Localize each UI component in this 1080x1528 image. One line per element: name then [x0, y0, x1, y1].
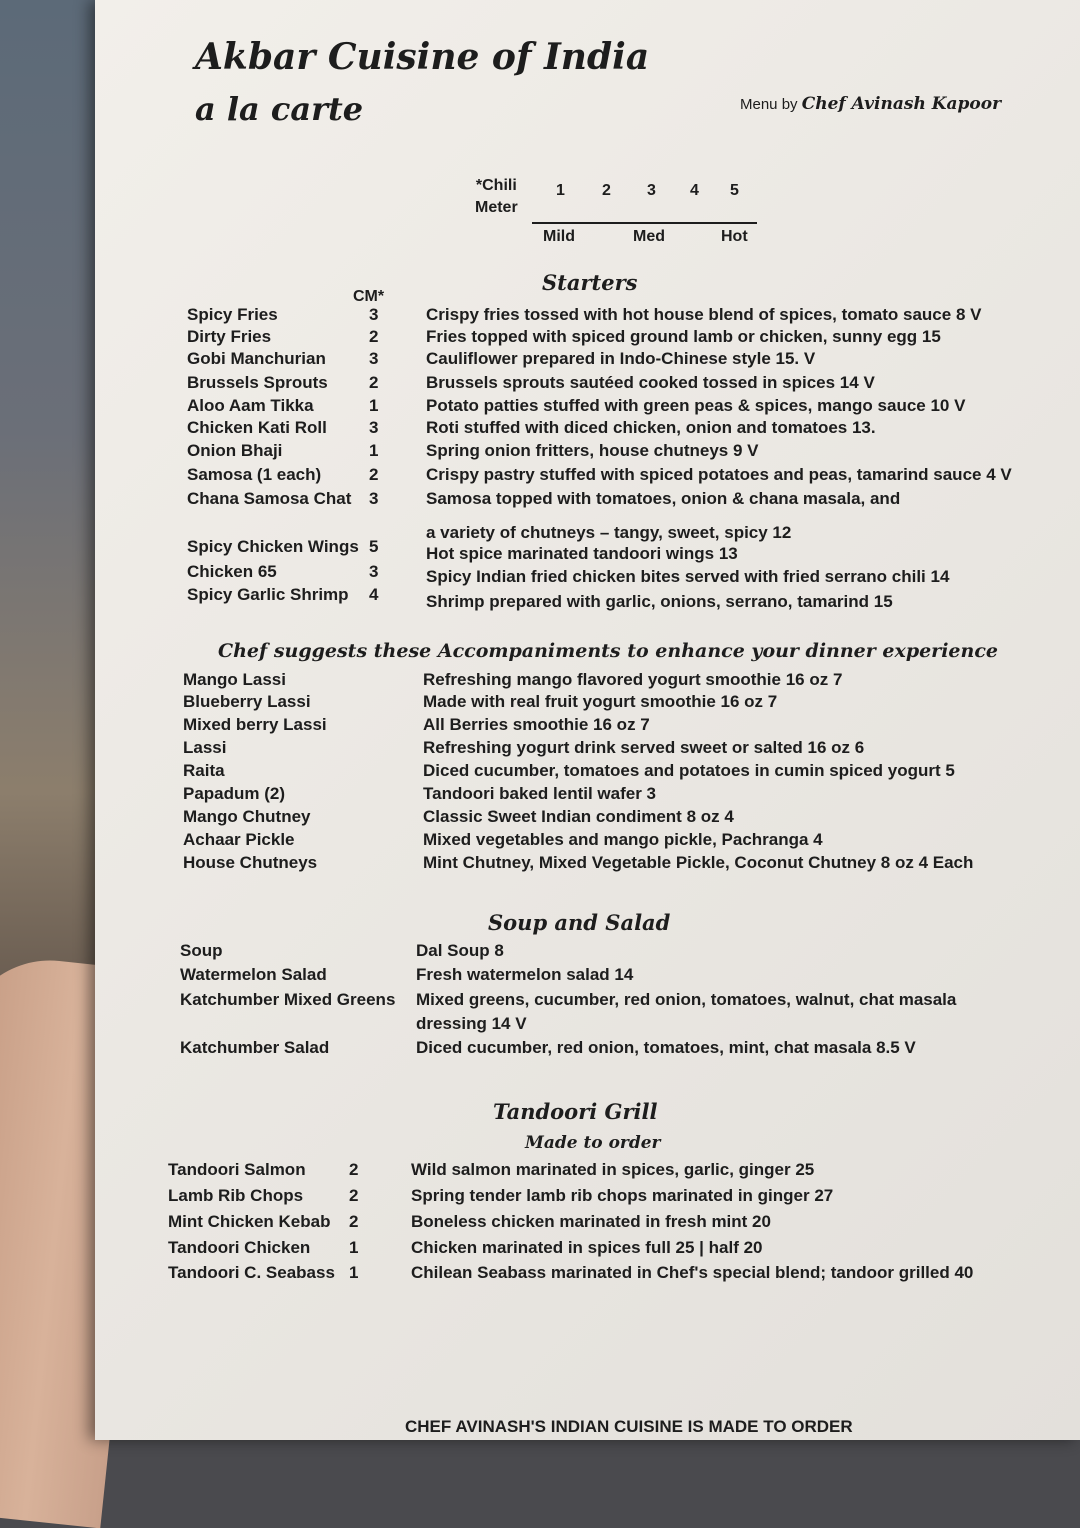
section-heading-accompaniments: Chef suggests these Accompaniments to enhance your dinner experience	[218, 640, 998, 662]
item-description: Mixed vegetables and mango pickle, Pachranga 4	[423, 830, 823, 849]
menu-item-row	[95, 441, 1080, 463]
item-name: House Chutneys	[183, 853, 318, 872]
item-name: Spicy Chicken Wings	[187, 537, 359, 556]
item-chili-level: 2	[369, 465, 379, 484]
item-description: Fresh watermelon salad 14	[416, 965, 634, 984]
menu-item-row	[95, 1186, 1080, 1208]
item-chili-level: 3	[369, 305, 379, 324]
menu-item-row	[95, 1212, 1080, 1234]
menu-item-row	[95, 465, 1080, 487]
item-chili-level: 3	[369, 349, 379, 368]
item-description: Spicy Indian fried chicken bites served with fried serrano chili 14	[426, 567, 950, 586]
menu-item-row	[95, 305, 1080, 327]
item-chili-level: 2	[349, 1186, 359, 1205]
menu-item-row	[95, 965, 1080, 987]
item-description: Spring tender lamb rib chops marinated in ginger 27	[411, 1186, 834, 1205]
item-name: Aloo Aam Tikka	[187, 396, 314, 415]
chili-level-mild: Mild	[543, 228, 575, 245]
item-name: Samosa (1 each)	[187, 465, 322, 484]
item-chili-level: 1	[369, 396, 379, 415]
item-name: Achaar Pickle	[183, 830, 295, 849]
menu-item-row	[95, 990, 1080, 1012]
menu-item-row	[95, 373, 1080, 395]
menu-item-row	[95, 1263, 1080, 1285]
menu-item-row	[95, 853, 1080, 875]
menu-subtitle: a la carte	[195, 90, 364, 128]
item-name: Spicy Garlic Shrimp	[187, 585, 349, 604]
tandoori-subheading: Made to order	[525, 1133, 661, 1153]
item-name: Mango Lassi	[183, 670, 286, 689]
item-name: Papadum (2)	[183, 784, 286, 803]
menu-by-prefix: Menu by	[740, 96, 798, 113]
item-name: Blueberry Lassi	[183, 692, 311, 711]
chili-number: 1	[556, 182, 565, 199]
item-description: Shrimp prepared with garlic, onions, serrano, tamarind 15	[426, 592, 893, 611]
restaurant-name: Akbar Cuisine of India	[195, 36, 650, 78]
menu-item-row	[95, 562, 1080, 584]
item-description: Hot spice marinated tandoori wings 13	[426, 544, 738, 563]
menu-item-row	[95, 418, 1080, 440]
chili-level-med: Med	[633, 228, 665, 245]
chili-level-hot: Hot	[721, 228, 748, 245]
item-chili-level: 3	[369, 418, 379, 437]
item-description: Roti stuffed with diced chicken, onion and tomatoes 13.	[426, 418, 876, 437]
item-description: Boneless chicken marinated in fresh mint 20	[411, 1212, 771, 1231]
item-chili-level: 3	[369, 562, 379, 581]
item-name: Mint Chicken Kebab	[168, 1212, 331, 1231]
item-description: Brussels sprouts sautéed cooked tossed in spices 14 V	[426, 373, 875, 392]
menu-item-row	[95, 1038, 1080, 1060]
item-chili-level: 1	[349, 1238, 359, 1257]
menu-item-row	[95, 1238, 1080, 1260]
item-chili-level: 4	[369, 585, 379, 604]
item-description: Diced cucumber, red onion, tomatoes, mint, chat masala 8.5 V	[416, 1038, 916, 1057]
item-name: Lassi	[183, 738, 227, 757]
menu-card	[95, 0, 1080, 1440]
item-description: Mixed greens, cucumber, red onion, tomatoes, walnut, chat masala	[416, 990, 957, 1009]
chili-label-line1: *Chili	[475, 177, 517, 194]
item-chili-level: 5	[369, 537, 379, 556]
item-name: Chana Samosa Chat	[187, 489, 352, 508]
chef-name: Chef Avinash Kapoor	[801, 94, 1002, 114]
item-chili-level: 3	[369, 489, 379, 508]
item-description: Spring onion fritters, house chutneys 9 V	[426, 441, 759, 460]
item-chili-level: 2	[349, 1160, 359, 1179]
item-name: Chicken 65	[187, 562, 277, 581]
menu-item-row	[95, 784, 1080, 806]
item-description: Classic Sweet Indian condiment 8 oz 4	[423, 807, 734, 826]
menu-item-row	[95, 941, 1080, 963]
item-name: Dirty Fries	[187, 327, 272, 346]
menu-item-row	[95, 349, 1080, 371]
item-description: Samosa topped with tomatoes, onion & chana masala, and	[426, 489, 901, 508]
menu-item-row	[95, 738, 1080, 760]
item-description: Wild salmon marinated in spices, garlic, ginger 25	[411, 1160, 815, 1179]
item-description: Mint Chutney, Mixed Vegetable Pickle, Coconut Chutney 8 oz 4 Each	[423, 853, 974, 872]
item-chili-level: 2	[349, 1212, 359, 1231]
item-name: Katchumber Mixed Greens	[180, 990, 396, 1009]
menu-item-row	[95, 692, 1080, 714]
menu-item-row	[95, 761, 1080, 783]
section-heading-tandoori: Tandoori Grill	[493, 1099, 658, 1124]
menu-item-row	[95, 807, 1080, 829]
item-chili-level: 1	[349, 1263, 359, 1282]
item-name: Mixed berry Lassi	[183, 715, 327, 734]
item-description: Chilean Seabass marinated in Chef's special blend; tandoor grilled 40	[411, 1263, 974, 1282]
item-name: Tandoori C. Seabass	[168, 1263, 335, 1282]
item-name: Brussels Sprouts	[187, 373, 328, 392]
item-description: Fries topped with spiced ground lamb or chicken, sunny egg 15	[426, 327, 941, 346]
item-description: Made with real fruit yogurt smoothie 16 oz 7	[423, 692, 778, 711]
item-name: Tandoori Salmon	[168, 1160, 306, 1179]
item-name: Tandoori Chicken	[168, 1238, 311, 1257]
item-description: Cauliflower prepared in Indo-Chinese style 15. V	[426, 349, 816, 368]
item-name: Soup	[180, 941, 223, 960]
chili-meter-label	[475, 175, 518, 219]
item-name: Mango Chutney	[183, 807, 311, 826]
section-heading-starters: Starters	[542, 270, 638, 295]
item-description: Dal Soup 8	[416, 941, 504, 960]
item-name: Lamb Rib Chops	[168, 1186, 304, 1205]
chili-label-line2: Meter	[475, 199, 518, 216]
menu-item-row	[95, 327, 1080, 349]
chili-number: 2	[602, 182, 611, 199]
menu-item-row	[95, 489, 1080, 511]
menu-item-row	[95, 1160, 1080, 1182]
item-description: Crispy pastry stuffed with spiced potatoes and peas, tamarind sauce 4 V	[426, 465, 1012, 484]
item-description: Diced cucumber, tomatoes and potatoes in cumin spiced yogurt 5	[423, 761, 955, 780]
menu-by-credit	[740, 94, 1001, 114]
menu-item-row	[95, 585, 1080, 611]
chili-meter-column-header: CM*	[353, 288, 385, 305]
menu-item-row	[95, 715, 1080, 737]
item-name: Chicken Kati Roll	[187, 418, 327, 437]
item-name: Raita	[183, 761, 225, 780]
item-name: Gobi Manchurian	[187, 349, 326, 368]
menu-item-row	[95, 537, 1080, 563]
item-description: All Berries smoothie 16 oz 7	[423, 715, 650, 734]
item-name: Onion Bhaji	[187, 441, 283, 460]
chili-number: 4	[690, 182, 699, 199]
item-chili-level: 2	[369, 373, 379, 392]
item-chili-level: 2	[369, 327, 379, 346]
item-description: Tandoori baked lentil wafer 3	[423, 784, 657, 803]
item-chili-level: 1	[369, 441, 379, 460]
section-heading-soup-salad: Soup and Salad	[488, 910, 671, 935]
item-name: Katchumber Salad	[180, 1038, 330, 1057]
item-name: Watermelon Salad	[180, 965, 327, 984]
item-description: Refreshing yogurt drink served sweet or salted 16 oz 6	[423, 738, 865, 757]
item-description-continued: a variety of chutneys – tangy, sweet, spicy 12	[426, 523, 792, 542]
item-description-continued: dressing 14 V	[416, 1014, 527, 1033]
item-name: Spicy Fries	[187, 305, 278, 324]
chili-meter-line	[532, 222, 757, 224]
chili-number: 3	[647, 182, 656, 199]
menu-item-row	[95, 830, 1080, 852]
item-description: Potato patties stuffed with green peas & spices, mango sauce 10 V	[426, 396, 966, 415]
chili-number: 5	[730, 182, 739, 199]
menu-item-row	[95, 670, 1080, 692]
menu-item-row	[95, 396, 1080, 418]
item-description: Refreshing mango flavored yogurt smoothie 16 oz 7	[423, 670, 843, 689]
menu-footer: CHEF AVINASH'S INDIAN CUISINE IS MADE TO ORDER	[405, 1417, 853, 1436]
item-description: Chicken marinated in spices full 25 | half 20	[411, 1238, 763, 1257]
item-description: Crispy fries tossed with hot house blend of spices, tomato sauce 8 V	[426, 305, 982, 324]
